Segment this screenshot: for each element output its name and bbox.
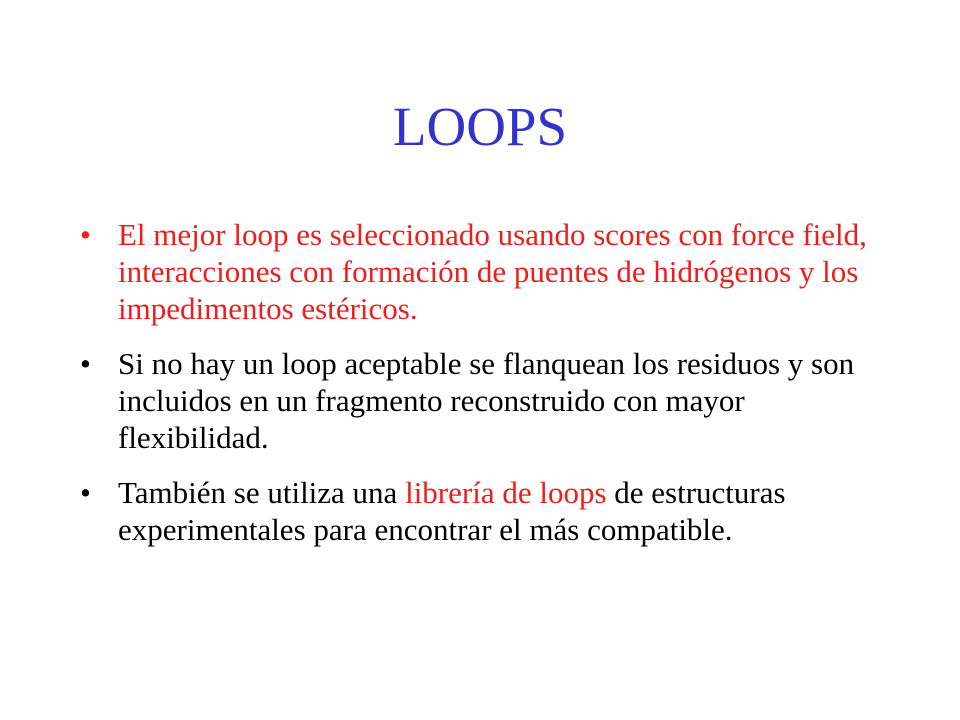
bullet-list (80, 216, 880, 566)
bullet-text: El mejor loop es seleccionado usando scores con force field, interacciones con formación de puentes de hidrógenos y los impedimentos estéricos. (118, 217, 867, 326)
bullet-item-loop-library (80, 474, 880, 548)
bullet-item-no-acceptable-loop (80, 345, 880, 456)
bullet-text: Si no hay un loop aceptable se flanquean los residuos y son incluidos en un fragmento reconstruido con mayor flexibilidad. (118, 346, 855, 455)
bullet-icon: • (80, 217, 91, 252)
bullet-text-after: de estructuras experimentales para encontrar el más compatible. (118, 475, 786, 547)
slide-title: LOOPS (392, 96, 568, 157)
bullet-icon: • (80, 346, 91, 381)
bullet-text-before: También se utiliza una (118, 475, 406, 510)
bullet-icon: • (80, 475, 91, 510)
bullet-highlight: librería de loops (405, 475, 607, 510)
bullet-item-loop-selection (80, 216, 880, 327)
